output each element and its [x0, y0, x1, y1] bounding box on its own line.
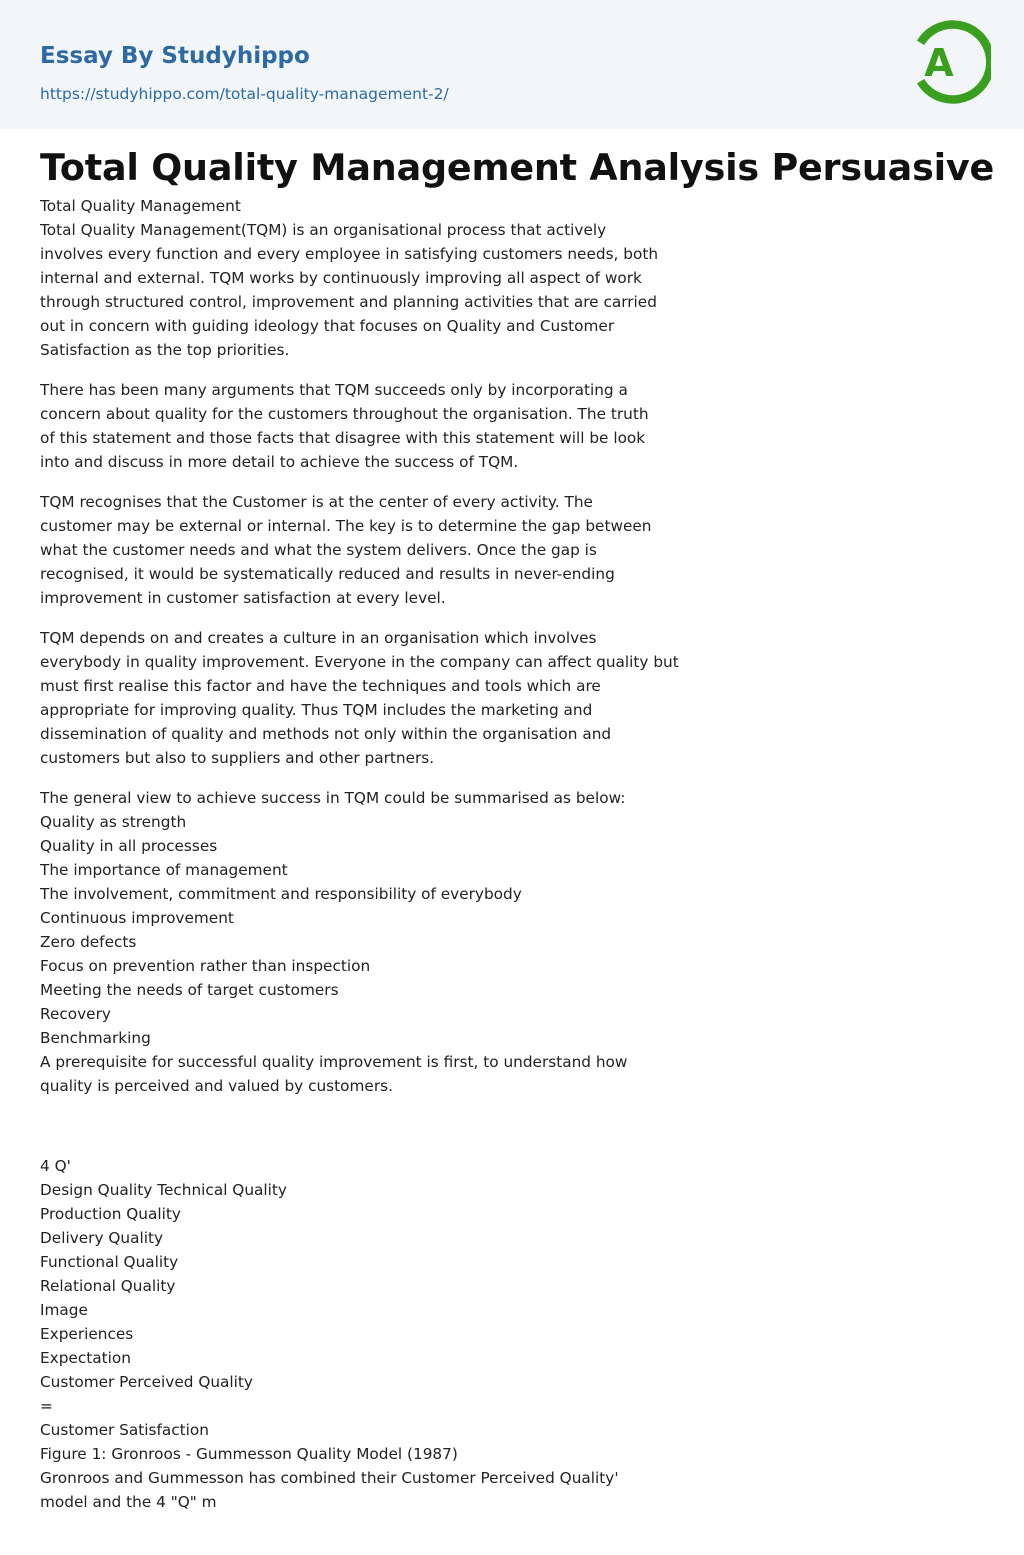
studyhippo-logo[interactable]	[905, 16, 991, 108]
text-line: Design Quality Technical Quality	[40, 1181, 287, 1199]
text-line: quality is perceived and valued by customers.	[40, 1077, 393, 1095]
spacer	[40, 1114, 720, 1154]
text-line: Image	[40, 1301, 88, 1319]
list-item: Benchmarking	[40, 1029, 151, 1047]
brand-title[interactable]: Essay By Studyhippo	[40, 43, 310, 69]
text-line: involves every function and every employee in satisfying customers needs, both	[40, 245, 659, 263]
text-line: Functional Quality	[40, 1253, 179, 1271]
text-line: model and the 4 "Q" m	[40, 1493, 217, 1511]
paragraph-success-list	[40, 786, 720, 1098]
text-line: everybody in quality improvement. Everyone in the company can affect quality but	[40, 653, 679, 671]
text-line: concern about quality for the customers throughout the organisation. The truth	[40, 405, 649, 423]
text-line: Production Quality	[40, 1205, 181, 1223]
list-item: Recovery	[40, 1005, 111, 1023]
text-line: customers but also to suppliers and other partners.	[40, 749, 435, 767]
text-line: recognised, it would be systematically reduced and results in never-ending	[40, 565, 615, 583]
paragraph-culture	[40, 626, 720, 770]
list-item: The involvement, commitment and responsibility of everybody	[40, 885, 522, 903]
list-item: Zero defects	[40, 933, 137, 951]
text-line: The general view to achieve success in TQM could be summarised as below:	[40, 789, 626, 807]
text-line: out in concern with guiding ideology that focuses on Quality and Customer	[40, 317, 615, 335]
logo-ring-icon	[905, 16, 991, 108]
text-line: TQM recognises that the Customer is at the center of every activity. The	[40, 493, 593, 511]
paragraph-arguments	[40, 378, 720, 474]
text-line: =	[40, 1397, 53, 1415]
paragraph-quality-model	[40, 1154, 720, 1514]
text-line: improvement in customer satisfaction at every level.	[40, 589, 446, 607]
list-item: Quality in all processes	[40, 837, 218, 855]
text-line: Satisfaction as the top priorities.	[40, 341, 290, 359]
text-line: Customer Perceived Quality	[40, 1373, 253, 1391]
text-line: Total Quality Management	[40, 197, 241, 215]
text-line: dissemination of quality and methods not only within the organisation and	[40, 725, 612, 743]
text-line: Gronroos and Gummesson has combined their Customer Perceived Quality'	[40, 1469, 619, 1487]
text-line: 4 Q'	[40, 1157, 71, 1175]
text-line: Customer Satisfaction	[40, 1421, 209, 1439]
text-line: Total Quality Management(TQM) is an organisational process that actively	[40, 221, 607, 239]
text-line: of this statement and those facts that disagree with this statement will be look	[40, 429, 646, 447]
text-line: what the customer needs and what the system delivers. Once the gap is	[40, 541, 597, 559]
text-line: must first realise this factor and have the techniques and tools which are	[40, 677, 601, 695]
site-header	[0, 0, 1024, 129]
text-line: through structured control, improvement and planning activities that are carried	[40, 293, 657, 311]
list-item: Focus on prevention rather than inspection	[40, 957, 371, 975]
logo-letter: A	[924, 41, 954, 85]
text-line: Relational Quality	[40, 1277, 176, 1295]
text-line: A prerequisite for successful quality improvement is first, to understand how	[40, 1053, 628, 1071]
list-item: The importance of management	[40, 861, 288, 879]
essay-title: Total Quality Management Analysis Persuasive	[40, 146, 995, 189]
text-line: Experiences	[40, 1325, 134, 1343]
text-line: customer may be external or internal. The key is to determine the gap between	[40, 517, 652, 535]
text-line: internal and external. TQM works by continuously improving all aspect of work	[40, 269, 642, 287]
text-line: TQM depends on and creates a culture in an organisation which involves	[40, 629, 597, 647]
essay-body	[40, 194, 720, 1530]
text-line: There has been many arguments that TQM succeeds only by incorporating a	[40, 381, 628, 399]
paragraph-customer-center	[40, 490, 720, 610]
paragraph-intro	[40, 194, 720, 362]
list-item: Continuous improvement	[40, 909, 234, 927]
figure-caption: Figure 1: Gronroos - Gummesson Quality Model (1987)	[40, 1445, 458, 1463]
text-line: appropriate for improving quality. Thus TQM includes the marketing and	[40, 701, 593, 719]
list-item: Meeting the needs of target customers	[40, 981, 339, 999]
text-line: Expectation	[40, 1349, 131, 1367]
list-item: Quality as strength	[40, 813, 187, 831]
text-line: Delivery Quality	[40, 1229, 164, 1247]
source-url-link[interactable]: https://studyhippo.com/total-quality-management-2/	[40, 85, 449, 103]
text-line: into and discuss in more detail to achieve the success of TQM.	[40, 453, 519, 471]
